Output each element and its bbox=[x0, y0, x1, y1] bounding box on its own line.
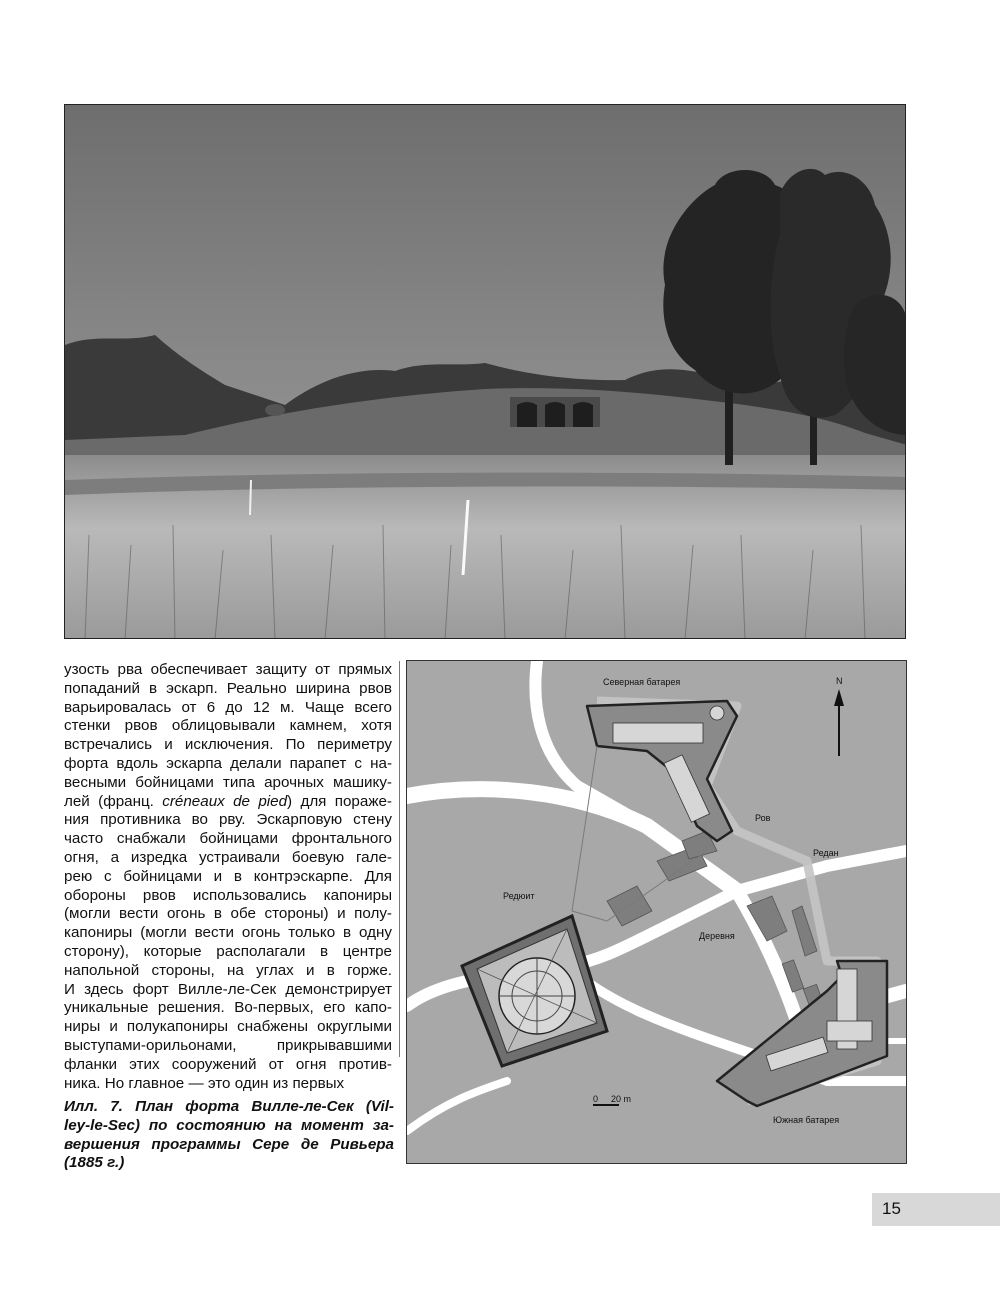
page-number: 15 bbox=[882, 1199, 901, 1218]
label-south-battery: Южная батарея bbox=[773, 1115, 840, 1125]
body-line: сторону), которые располагали в центре bbox=[64, 942, 392, 960]
caption-line: вершения программы Сере де Ривьера bbox=[64, 1135, 394, 1153]
body-line: (могли вести огонь в обе стороны) и полу- bbox=[64, 905, 392, 923]
body-line: ника. Но главное — это один из первых bbox=[64, 1074, 345, 1092]
body-line: ния противника во рву. Эскарповую стену bbox=[64, 811, 392, 829]
label-village: Деревня bbox=[699, 931, 735, 941]
label-redoubt: Редюит bbox=[503, 891, 535, 901]
body-line: варьировалась от 6 до 12 м. Чаще всего bbox=[64, 698, 392, 716]
page-number-box bbox=[872, 1193, 1000, 1226]
body-line: весными бойницами типа арочных машику- bbox=[64, 773, 392, 791]
body-line: часто снабжали бойницами фронтального bbox=[64, 830, 392, 848]
label-scale-twenty: 20 m bbox=[611, 1094, 632, 1104]
photo-drawing bbox=[65, 105, 906, 639]
map-drawing bbox=[407, 661, 906, 1163]
body-text bbox=[64, 661, 392, 1092]
body-line: рею с бойницами и в контрэскарпе. Для bbox=[64, 867, 392, 885]
fort-plan-map bbox=[406, 660, 907, 1164]
body-line: выступами-орильонами, прикрывавшими bbox=[64, 1036, 392, 1054]
label-north-battery: Северная батарея bbox=[603, 677, 681, 687]
label-north: N bbox=[836, 676, 843, 686]
body-line: напольной стороны, на углах и в горже. bbox=[64, 961, 392, 979]
label-redan: Редан bbox=[813, 848, 839, 858]
body-line: попаданий в эскарп. Реально ширина рвов bbox=[64, 679, 392, 697]
caption-line: Илл. 7. План форта Вилле-ле-Сек (Vil- bbox=[64, 1098, 394, 1115]
body-line: форта вдоль эскарпа делали парапет с на- bbox=[64, 754, 392, 772]
body-line: И здесь форт Вилле-ле-Сек демонстрирует bbox=[64, 980, 392, 998]
body-line: огня, а изредка устраивали боевую гале- bbox=[64, 848, 392, 866]
label-moat: Ров bbox=[755, 813, 771, 823]
body-line: узость рва обеспечивает защиту от прямых bbox=[64, 661, 392, 678]
body-line: уникальные решения. Во-первых, его капо- bbox=[64, 999, 392, 1017]
fort-photograph bbox=[64, 104, 906, 639]
body-line: встречались и исключения. По периметру bbox=[64, 736, 392, 754]
caption-line: (1885 г.) bbox=[64, 1154, 125, 1172]
body-line: ниры и полукапониры снабжены округлыми bbox=[64, 1018, 392, 1036]
body-line: лей (франц. créneaux de pied) для пораже- bbox=[64, 792, 392, 810]
label-scale-zero: 0 bbox=[593, 1094, 599, 1104]
body-line: стенки рвов облицовывали камнем, хотя bbox=[64, 717, 392, 735]
column-divider bbox=[399, 661, 400, 1057]
body-line: фланки этих сооружений от огня против- bbox=[64, 1055, 392, 1073]
body-line: обороны рвов использовались капониры bbox=[64, 886, 392, 904]
figure-caption bbox=[64, 1098, 394, 1173]
caption-line: ley-le-Sec) по состоянию на момент за- bbox=[64, 1116, 394, 1134]
body-line: капониры (могли вести огонь только в одну bbox=[64, 924, 392, 942]
